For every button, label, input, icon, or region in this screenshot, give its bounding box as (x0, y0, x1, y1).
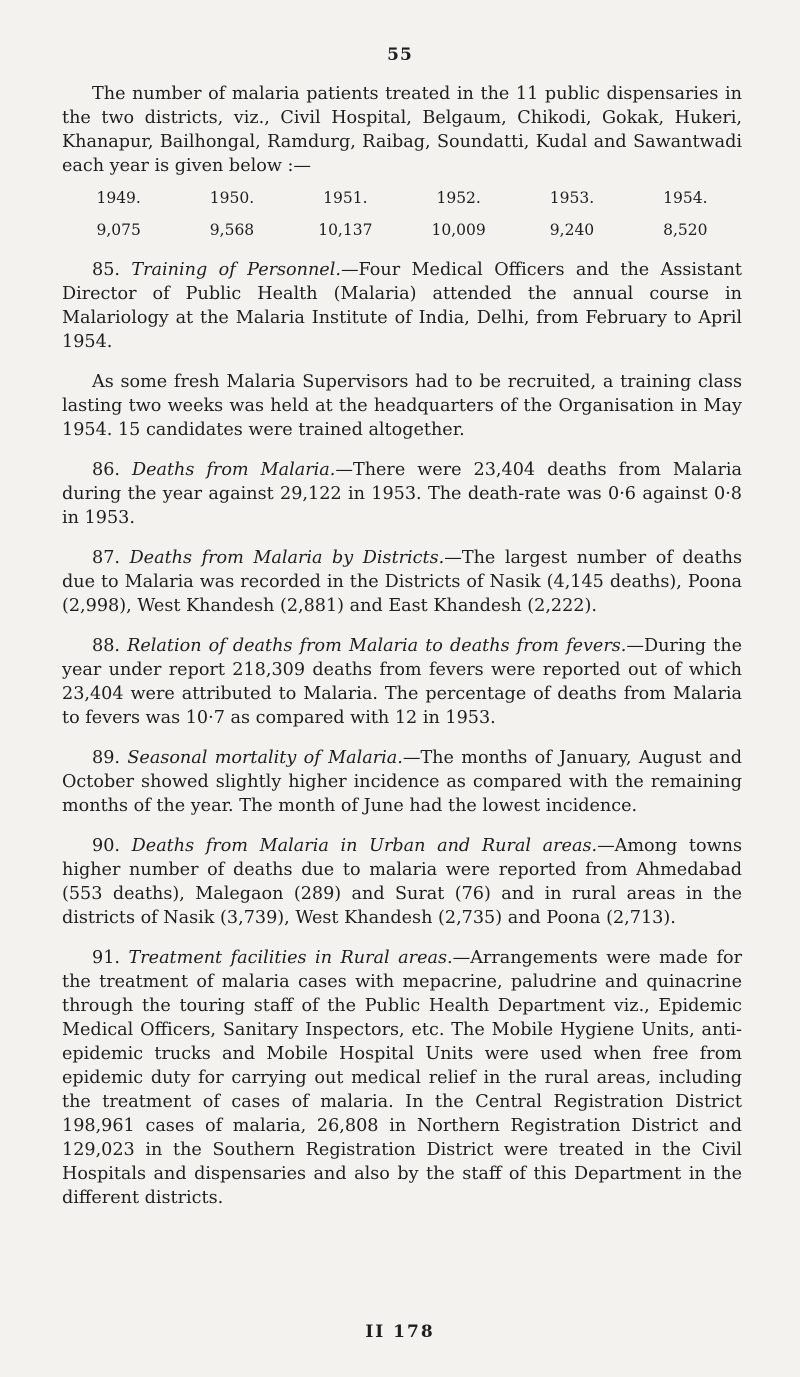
patient-count-cell: 10,137 (318, 221, 373, 239)
section-89-seasonal (62, 746, 742, 818)
section-85-supervisors (62, 370, 742, 442)
section-text: —The largest number of deaths due to Malaria was recorded in the Districts of Nasik (4,145 deaths), Poona (2,998), West Khandesh (2,881) and East Khandesh (2,222). (62, 548, 742, 616)
section-91-treatment (62, 946, 742, 1210)
patient-count-cell: 9,075 (96, 221, 141, 239)
year-cell: 1952. (436, 189, 481, 207)
year-cell: 1954. (663, 189, 708, 207)
section-90-urban-rural (62, 834, 742, 930)
section-86-deaths (62, 458, 742, 530)
section-heading: Treatment facilities in Rural areas. (128, 948, 453, 968)
section-number: 89. (92, 748, 120, 768)
year-cell: 1953. (549, 189, 595, 207)
intro-paragraph: The number of malaria patients treated in the 11 public dispensaries in the two districts, viz., Civil Hospital, Belgaum, Chikodi, Gokak, Hukeri, Khanapur, Bailhongal, Ramdurg, Raibag, Soundatti, Kudal and Sawantwadi each year is given below :— (62, 84, 742, 176)
section-heading: Deaths from Malaria in Urban and Rural areas. (131, 836, 598, 856)
section-text: —Four Medical Officers and the Assistant Director of Public Health (Malaria) attended the annual course in Malariology at the Malaria Institute of India, Delhi, from February to April 1954. (62, 260, 742, 352)
year-cell: 1951. (323, 189, 368, 207)
footer-signature: II 178 (365, 1322, 435, 1342)
patient-count-cell: 10,009 (431, 221, 486, 239)
section-heading: Deaths from Malaria. (131, 460, 336, 480)
section-85-training (62, 258, 742, 354)
section-number: 91. (92, 948, 120, 968)
section-87-districts (62, 546, 742, 618)
page-number: 55 (387, 45, 413, 65)
patient-count-cell: 9,568 (209, 221, 255, 239)
year-cell: 1950. (209, 189, 255, 207)
section-heading: Seasonal mortality of Malaria. (127, 748, 403, 768)
section-88-fevers (62, 634, 742, 730)
section-text: As some fresh Malaria Supervisors had to be recruited, a training class lasting two weeks was held at the headquarters of the Organisation in May 1954. 15 candidates were trained altogether. (62, 372, 742, 440)
patient-count-cell: 8,520 (663, 221, 708, 239)
page-content (62, 82, 742, 1226)
section-heading: Relation of deaths from Malaria to deaths from fevers. (127, 636, 627, 656)
section-text: —Among towns higher number of deaths due to malaria were reported from Ahmedabad (553 deaths), Malegaon (289) and Surat (76) and in rural areas in the districts of Nasik (3,739), West Khandesh (2,735) and Poona (2,713). (62, 836, 743, 928)
section-number: 85. (92, 260, 120, 280)
section-number: 86. (92, 460, 120, 480)
year-cell: 1949. (96, 189, 141, 207)
section-number: 87. (92, 548, 120, 568)
section-number: 88. (92, 636, 120, 656)
patient-count-cell: 9,240 (549, 221, 595, 239)
section-text: —Arrangements were made for the treatment of malaria cases with mepacrine, paludrine and quinacrine through the touring staff of the Public Health Department viz., Epidemic Medical Officers, Sanitary Inspectors, etc. The Mobile Hygiene Units, anti-epidemic trucks and Mobile Hospital Units were used when free from epidemic duty for carrying out medical relief in the rural areas, including the treatment of cases of malaria. In the Central Registration District 198,961 cases of malaria, 26,808 in Northern Registration District and 129,023 in the Southern Registration District were treated in the Civil Hospitals and dispensaries and also by the staff of this Department in the different districts. (62, 948, 742, 1208)
section-heading: Training of Personnel. (131, 260, 341, 280)
patients-by-year-table (62, 186, 742, 242)
section-text: —There were 23,404 deaths from Malaria during the year against 29,122 in 1953. The death-rate was 0·6 against 0·8 in 1953. (62, 460, 743, 528)
section-text: —During the year under report 218,309 deaths from fevers were reported out of which 23,404 were attributed to Malaria. The percentage of deaths from Malaria to fevers was 10·7 as compared with 12 in 1953. (62, 636, 742, 728)
section-heading: Deaths from Malaria by Districts. (129, 548, 445, 568)
section-text: —The months of January, August and October showed slightly higher incidence as compared with the remaining months of the year. The month of June had the lowest incidence. (62, 748, 743, 816)
section-number: 90. (92, 836, 120, 856)
